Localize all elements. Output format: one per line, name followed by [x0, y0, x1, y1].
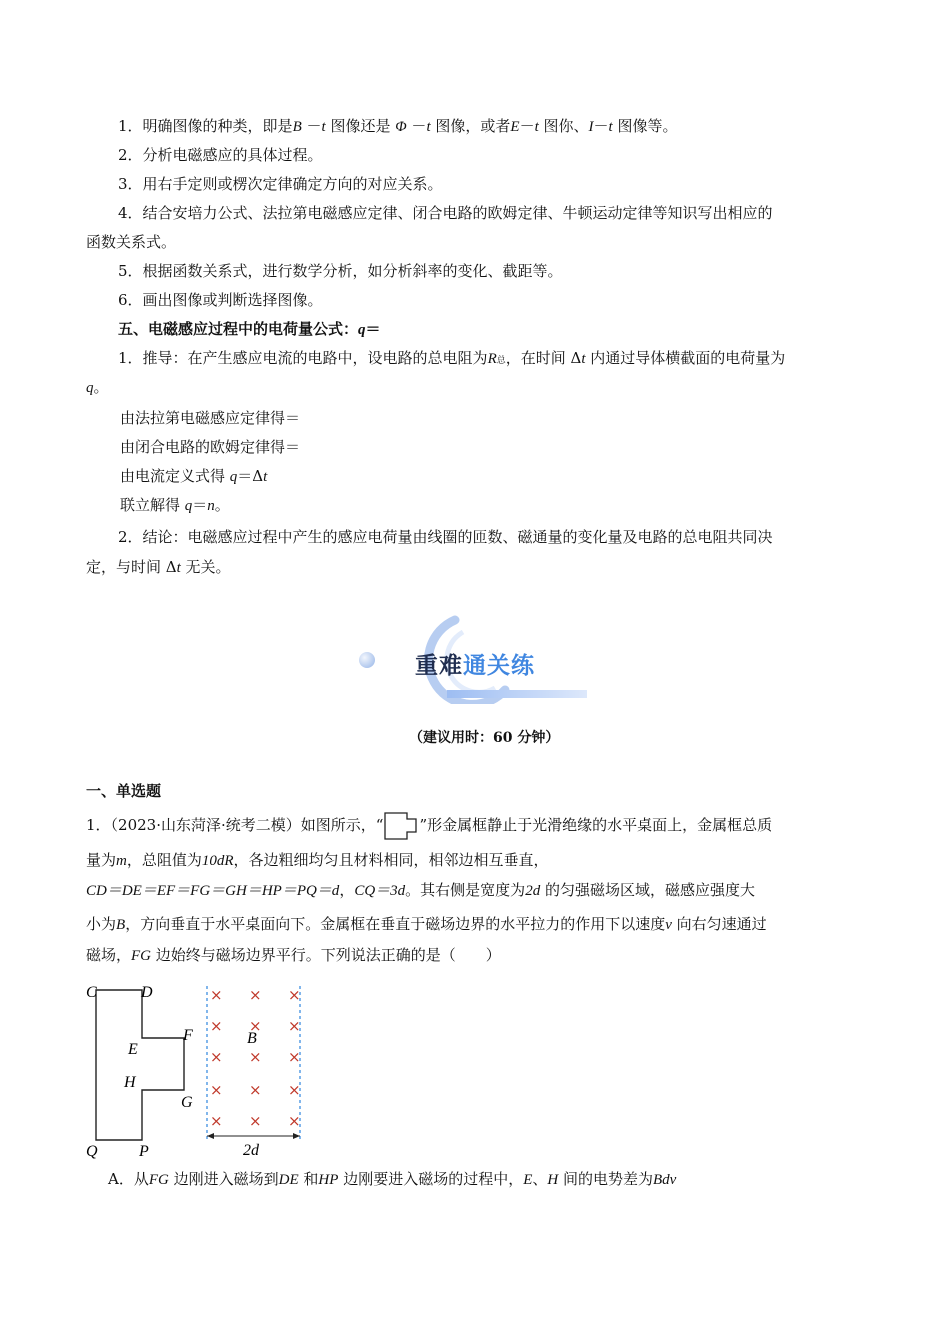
label-c: C — [86, 984, 97, 1001]
question-1-line-5: 磁场，FG 边始终与磁场边界平行。下列说法正确的是（ ） — [86, 946, 501, 964]
current-definition: 由电流定义式得 q＝Δt — [120, 467, 268, 485]
field-cross-3-2: × — [288, 1081, 301, 1099]
banner-title: 重难通关练 — [415, 653, 535, 679]
label-b: B — [247, 1030, 257, 1047]
field-cross-4-1: × — [249, 1112, 262, 1130]
magnetic-field-figure — [82, 978, 322, 1163]
section-single-choice: 一、单选题 — [86, 782, 162, 800]
combined-result: 联立解得 q＝n。 — [120, 496, 230, 514]
field-cross-1-1: × — [249, 1017, 262, 1035]
step-4-continued: 函数关系式。 — [86, 233, 177, 251]
step-6: 6．画出图像或判断选择图像。 — [118, 291, 323, 309]
field-cross-2-0: × — [210, 1048, 223, 1066]
step-1: 1．明确图像的种类，即是B －t 图像还是 Φ －t 图像，或者E－t 图你、I－t 图像等。 — [118, 117, 678, 135]
option-a: A．从FG 边刚进入磁场到DE 和HP 边刚要进入磁场的过程中，E、H 间的电势差为Bdv — [108, 1170, 677, 1188]
question-1-line-4: 小为B，方向垂直于水平桌面向下。金属框在垂直于磁场边界的水平拉力的作用下以速度v 向右匀速通过 — [86, 915, 767, 933]
question-1-line-1: 1．（2023·山东菏泽·统考二模）如图所示，“ ”形金属框静止于光滑绝缘的水平桌面上，金属框总质 — [86, 811, 772, 841]
field-cross-4-0: × — [210, 1112, 223, 1130]
field-cross-2-1: × — [249, 1048, 262, 1066]
field-cross-2-2: × — [288, 1048, 301, 1066]
frame-shape-icon — [383, 811, 419, 841]
question-1-line-3: CD＝DE＝EF＝FG＝GH＝HP＝PQ＝d，CQ＝3d。其右侧是宽度为2d 的匀强磁场区域，磁感应强度大 — [86, 881, 755, 899]
step-3: 3．用右手定则或楞次定律确定方向的对应关系。 — [118, 175, 443, 193]
section-5-title: 五、电磁感应过程中的电荷量公式：q＝ — [118, 320, 381, 338]
metal-frame — [96, 990, 184, 1140]
step-4: 4．结合安培力公式、法拉第电磁感应定律、闭合电路的欧姆定律、牛顿运动定律等知识写出相应的 — [118, 204, 773, 222]
field-cross-1-2: × — [288, 1017, 301, 1035]
field-cross-3-0: × — [210, 1081, 223, 1099]
label-q: Q — [86, 1143, 98, 1160]
field-cross-4-2: × — [288, 1112, 301, 1130]
suggested-time: （建议用时：60 分钟） — [409, 730, 560, 746]
step-2: 2．分析电磁感应的具体过程。 — [118, 146, 323, 164]
step-5: 5．根据函数关系式，进行数学分析，如分析斜率的变化、截距等。 — [118, 262, 563, 280]
field-cross-3-1: × — [249, 1081, 262, 1099]
field-cross-0-2: × — [288, 986, 301, 1004]
practice-banner — [355, 614, 595, 704]
question-1-line-2: 量为m，总阻值为10dR，各边粗细均匀且材料相同，相邻边相互垂直， — [86, 851, 549, 869]
label-h: H — [124, 1074, 136, 1091]
derivation-continued: q。 — [86, 378, 109, 396]
label-g: G — [181, 1094, 193, 1111]
conclusion: 2．结论：电磁感应过程中产生的感应电荷量由线圈的匝数、磁通量的变化量及电路的总电阻共同决 — [118, 528, 773, 546]
field-cross-1-0: × — [210, 1017, 223, 1035]
field-cross-0-1: × — [249, 986, 262, 1004]
faraday-law: 由法拉第电磁感应定律得＝ — [120, 409, 301, 427]
field-cross-0-0: × — [210, 986, 223, 1004]
conclusion-continued: 定，与时间 Δt 无关。 — [86, 558, 231, 576]
label-e: E — [128, 1041, 138, 1058]
ohm-law: 由闭合电路的欧姆定律得＝ — [120, 438, 301, 456]
field-crosses — [210, 986, 301, 1130]
label-d: D — [141, 984, 153, 1001]
label-p: P — [139, 1143, 149, 1160]
derivation-line: 1．推导：在产生感应电流的电路中，设电路的总电阻为R总，在时间 Δt 内通过导体横截面的电荷量为 — [118, 349, 786, 367]
label-width: 2d — [243, 1142, 259, 1159]
label-f: F — [183, 1027, 193, 1044]
